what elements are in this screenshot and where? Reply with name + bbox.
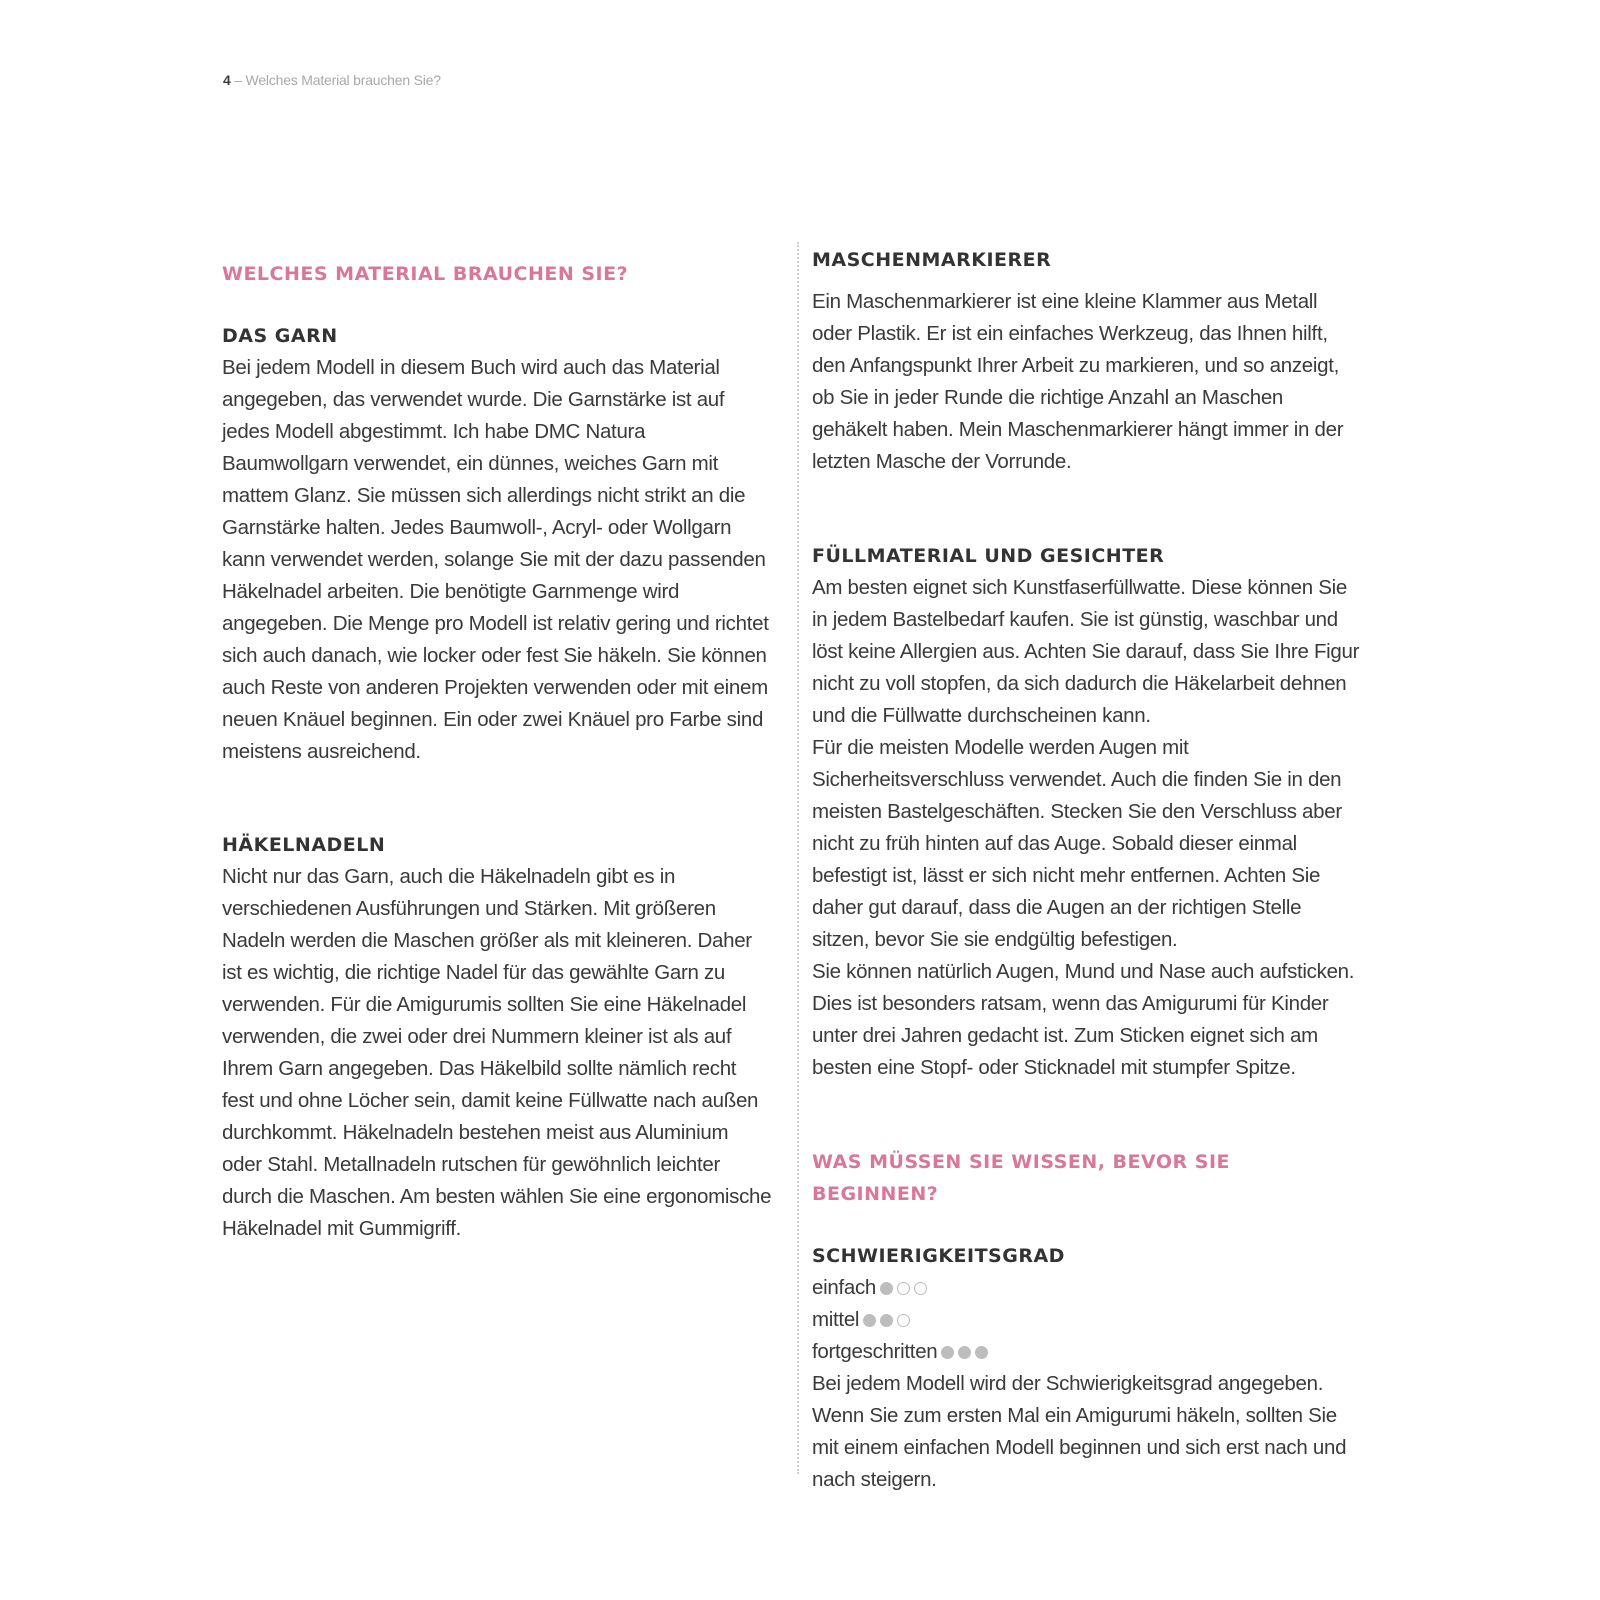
- paragraph-maschenmarkierer: Ein Maschenmarkierer ist eine kleine Klammer aus Metall oder Plastik. Er ist ein einfaches Werkzeug, das Ihnen hilft, den Anfangspunkt Ihrer Arbeit zu markieren, und so anzeigt, ob Sie in jeder Runde die richtige Anzahl an Maschen gehäkelt haben. Mein Maschenmarkierer hängt immer in der letzten Masche der Vorrunde.: [812, 290, 1344, 473]
- section-heading-material: WELCHES MATERIAL BRAUCHEN SIE?: [222, 263, 629, 285]
- right-column: [812, 244, 1362, 1496]
- subheading-garn: DAS GARN: [222, 325, 338, 347]
- level-dot-filled: [941, 1346, 954, 1359]
- paragraph-fuellmaterial-3: Sie können natürlich Augen, Mund und Nase auch aufsticken. Dies ist besonders ratsam, wenn das Amigurumi für Kinder unter drei Jahren gedacht ist. Zum Sticken eignet sich am besten eine Stopf- oder Sticknadel mit stumpfer Spitze.: [812, 960, 1355, 1079]
- level-dot-empty: [897, 1282, 910, 1295]
- paragraph-fuellmaterial-1: Am besten eignet sich Kunstfaserfüllwatte. Diese können Sie in jedem Bastelbedarf kaufen. Sie ist günstig, waschbar und löst keine Allergien aus. Achten Sie darauf, dass Sie Ihre Figur nicht zu voll stopfen, da sich dadurch die Häkelarbeit dehnen und die Füllwatte durchscheinen kann.: [812, 576, 1360, 727]
- running-head: [223, 72, 441, 88]
- level-dot-filled: [880, 1314, 893, 1327]
- running-head-section: – Welches Material brauchen Sie?: [230, 72, 441, 88]
- column-divider: [797, 242, 799, 1474]
- level-row-mittel: [812, 1304, 1362, 1336]
- subheading-maschenmarkierer: MASCHENMARKIERER: [812, 249, 1052, 271]
- level-dot-filled: [975, 1346, 988, 1359]
- level-dot-filled: [958, 1346, 971, 1359]
- left-column: [222, 258, 772, 1245]
- subheading-fuellmaterial: FÜLLMATERIAL UND GESICHTER: [812, 545, 1165, 567]
- level-label: mittel: [812, 1308, 860, 1331]
- paragraph-fuellmaterial-2: Für die meisten Modelle werden Augen mit Sicherheitsverschluss verwendet. Auch die finden Sie in den meisten Bastelgeschäften. Stecken Sie den Verschluss aber nicht zu früh hinten auf das Auge. Sobald dieser einmal befestigt ist, lässt er sich nicht mehr entfernen. Achten Sie daher gut darauf, dass die Augen an der richtigen Stelle sitzen, bevor Sie sie endgültig befestigen.: [812, 736, 1342, 951]
- paragraph-schwierigkeitsgrad: Bei jedem Modell wird der Schwierigkeitsgrad angegeben. Wenn Sie zum ersten Mal ein Amigurumi häkeln, sollten Sie mit einem einfachen Modell beginnen und sich erst nach und nach steigern.: [812, 1372, 1347, 1491]
- section-heading-wissen: WAS MÜSSEN SIE WISSEN, BEVOR SIE BEGINNEN?: [812, 1151, 1231, 1205]
- level-dot-empty: [897, 1314, 910, 1327]
- level-dot-filled: [863, 1314, 876, 1327]
- page-number: 4: [223, 72, 231, 88]
- level-label: fortgeschritten: [812, 1340, 938, 1363]
- level-dot-filled: [880, 1282, 893, 1295]
- subheading-schwierigkeitsgrad: SCHWIERIGKEITSGRAD: [812, 1245, 1065, 1267]
- level-row-einfach: [812, 1272, 1362, 1304]
- level-dot-empty: [914, 1282, 927, 1295]
- subheading-haekelnadeln: HÄKELNADELN: [222, 834, 386, 856]
- paragraph-garn: Bei jedem Modell in diesem Buch wird auch das Material angegeben, das verwendet wurde. Die Garnstärke ist auf jedes Modell abgestimmt. Ich habe DMC Natura Baumwollgarn verwendet, ein dünnes, weiches Garn mit mattem Glanz. Sie müssen sich allerdings nicht strikt an die Garnstärke halten. Jedes Baumwoll-, Acryl- oder Wollgarn kann verwendet werden, solange Sie mit der dazu passenden Häkelnadel arbeiten. Die benötigte Garnmenge wird angegeben. Die Menge pro Modell ist relativ gering und richtet sich auch danach, wie locker oder fest Sie häkeln. Sie können auch Reste von anderen Projekten verwenden oder mit einem neuen Knäuel beginnen. Ein oder zwei Knäuel pro Farbe sind meistens ausreichend.: [222, 356, 769, 763]
- level-row-fortgeschritten: [812, 1336, 1362, 1368]
- level-label: einfach: [812, 1276, 877, 1299]
- paragraph-haekelnadeln: Nicht nur das Garn, auch die Häkelnadeln gibt es in verschiedenen Ausführungen und Stärken. Mit größeren Nadeln werden die Maschen größer als mit kleineren. Daher ist es wichtig, die richtige Nadel für das gewählte Garn zu verwenden. Für die Amigurumis sollten Sie eine Häkelnadel verwenden, die zwei oder drei Nummern kleiner ist als auf Ihrem Garn angegeben. Das Häkelbild sollte nämlich recht fest und ohne Löcher sein, damit keine Füllwatte nach außen durchkommt. Häkelnadeln bestehen meist aus Aluminium oder Stahl. Metallnadeln rutschen für gewöhnlich leichter durch die Maschen. Am besten wählen Sie eine ergonomische Häkelnadel mit Gummigriff.: [222, 865, 772, 1240]
